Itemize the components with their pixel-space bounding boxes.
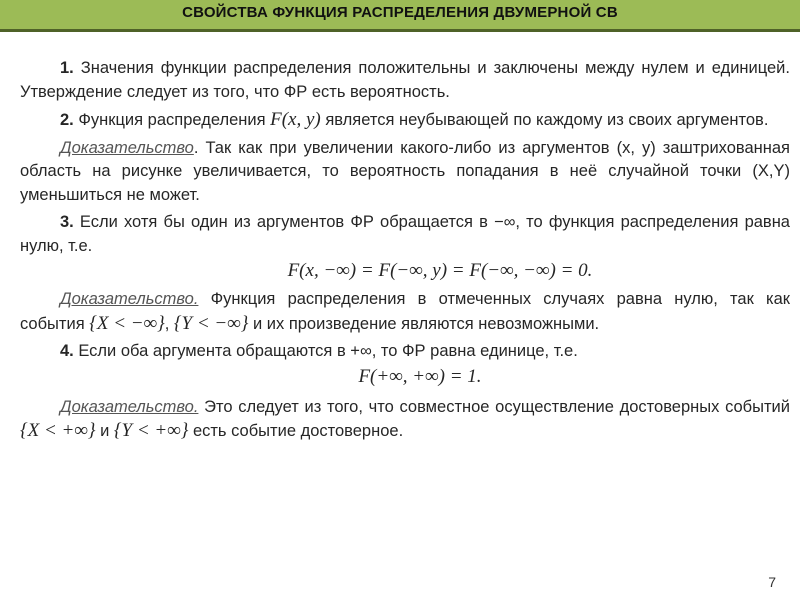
slide-content xyxy=(20,57,790,444)
proof-2 xyxy=(20,137,790,208)
property-2-text-before: Функция распределения xyxy=(78,111,266,129)
property-4-number: 4. xyxy=(60,342,74,360)
property-3-formula: F(x, −∞) = F(−∞, y) = F(−∞, −∞) = 0. xyxy=(287,260,593,281)
proof-3-label: Доказательство. xyxy=(60,290,199,308)
slide-title: СВОЙСТВА ФУНКЦИЯ РАСПРЕДЕЛЕНИЯ ДВУМЕРНОЙ СВ xyxy=(182,4,618,21)
property-2 xyxy=(20,108,790,133)
proof-3-text-after: и их произведение являются невозможными. xyxy=(252,314,600,333)
proof-4-text-before: Это следует из того, что совместное осуществление достоверных событий xyxy=(204,397,790,416)
property-2-math: F(x, y) xyxy=(270,109,321,130)
property-2-text-after: является неубывающей по каждому из своих аргументов. xyxy=(325,111,769,129)
proof-4-math-2: {Y < +∞} xyxy=(113,420,189,441)
proof-3-math-1: {X < −∞} xyxy=(89,312,165,334)
proof-4-math-1: {X < +∞} xyxy=(20,420,96,441)
proof-4 xyxy=(20,396,790,444)
proof-4-conjunction: и xyxy=(100,422,110,440)
proof-3 xyxy=(20,288,790,336)
proof-3-text-before: Функция распределения в отмеченных случаях равна нулю, так как события xyxy=(20,290,790,333)
proof-2-label: Доказательство xyxy=(60,138,194,157)
property-1-number: 1. xyxy=(60,59,74,77)
proof-2-text: . Так как при увеличении какого-либо из аргументов (x, y) заштрихованная область на рисунке увеличивается, то вероятность попадания в неё случайной точки (X,Y) уменьшиться не может. xyxy=(20,138,790,204)
property-4-formula: F(+∞, +∞) = 1. xyxy=(358,365,482,387)
proof-4-text-after: есть событие достоверное. xyxy=(192,422,404,440)
property-3-text: Если хотя бы один из аргументов ФР обращается в −∞, то функция распределения равна нулю, т.е. xyxy=(20,213,790,255)
title-bar xyxy=(0,0,800,32)
property-4-text: Если оба аргумента обращаются в +∞, то ФР равна единице, т.е. xyxy=(78,342,578,360)
property-2-number: 2. xyxy=(60,111,74,129)
property-3 xyxy=(20,211,790,258)
proof-3-separator: , xyxy=(164,314,170,333)
proof-4-label: Доказательство. xyxy=(60,397,199,416)
page-number: 7 xyxy=(768,574,776,590)
property-4 xyxy=(20,340,790,364)
property-1-text: Значения функции распределения положительны и заключены между нулем и единицей. Утверждение следует из того, что ФР есть вероятность. xyxy=(20,59,790,101)
property-3-number: 3. xyxy=(60,213,74,231)
property-1 xyxy=(20,57,790,104)
proof-3-math-2: {Y < −∞} xyxy=(173,312,249,334)
